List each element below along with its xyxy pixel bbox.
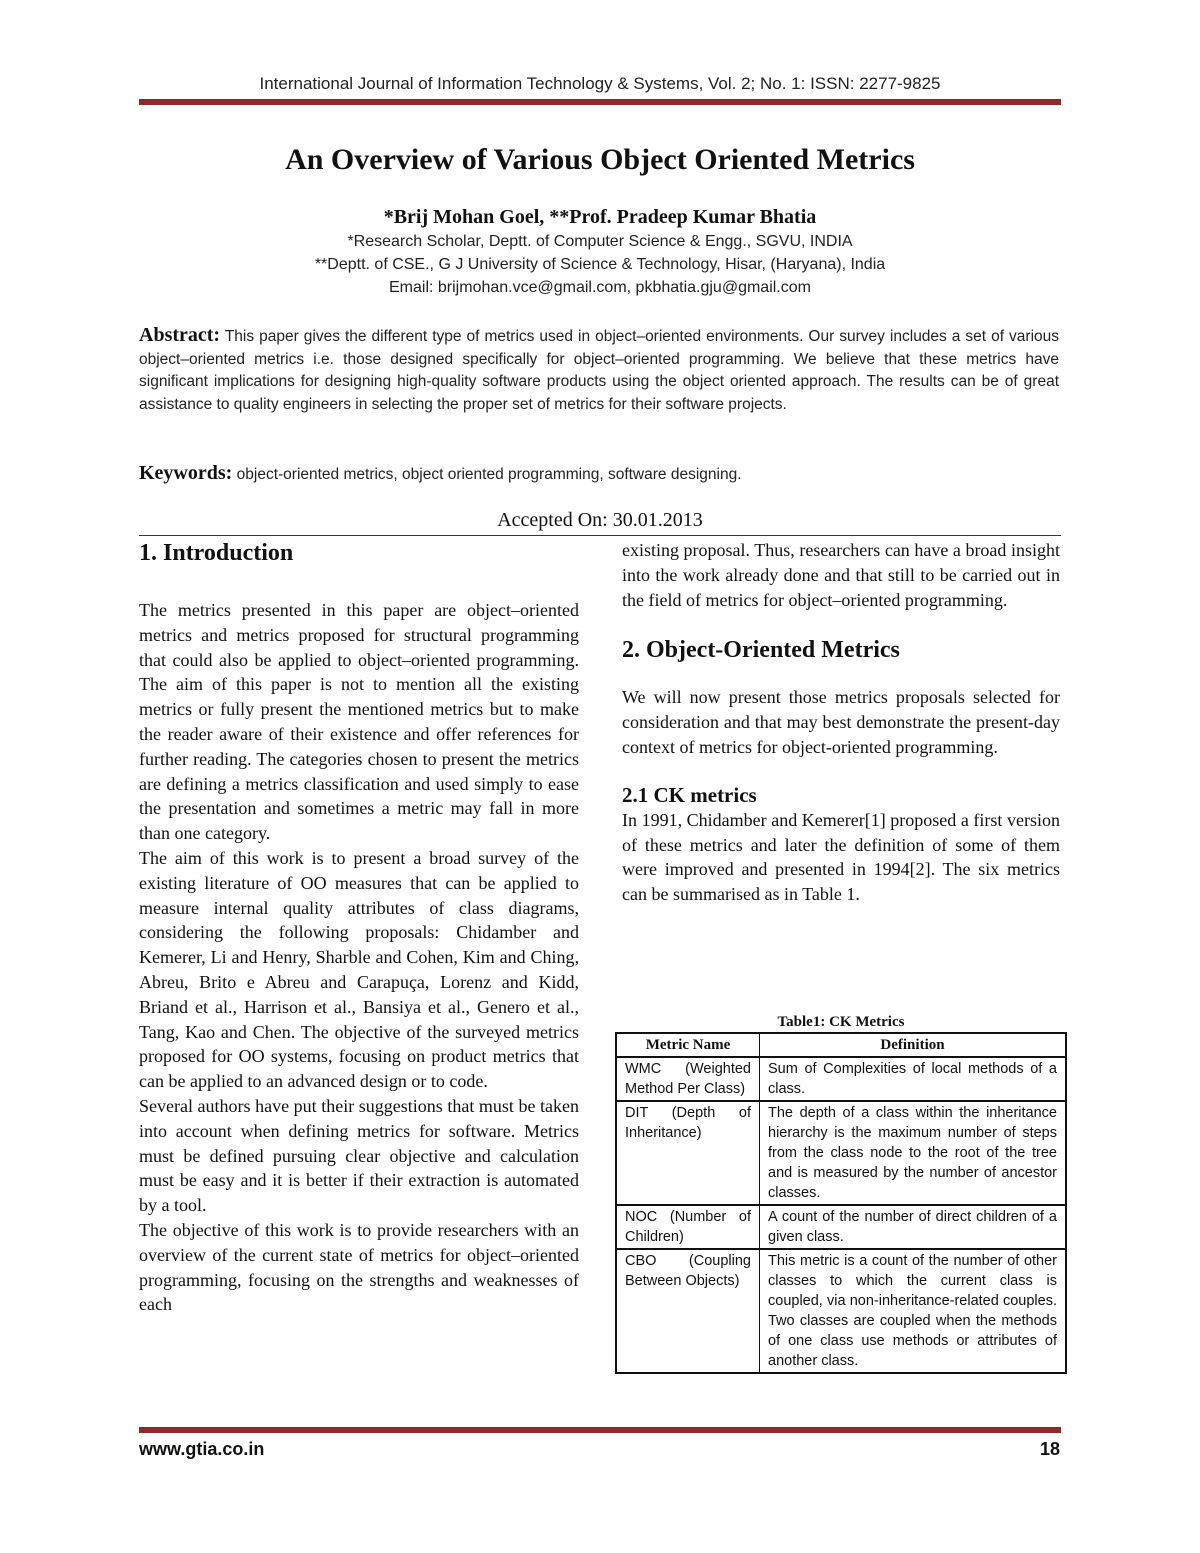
abstract: [139, 324, 1059, 416]
table-header: Metric Name: [616, 1033, 760, 1057]
ck-metrics-table: [615, 1032, 1067, 1374]
paper-title: An Overview of Various Object Oriented Metrics: [285, 143, 915, 176]
affiliation-1: *Research Scholar, Deptt. of Computer Science & Engg., SGVU, INDIA: [347, 233, 853, 250]
left-column: [139, 538, 579, 1317]
paragraph: The metrics presented in this paper are object–oriented metrics and metrics proposed for structural programming that could also be applied to object–oriented programming. The aim of this paper is not to mention all the existing metrics or fully present the mentioned metrics but to make the reader aware of their existence and offer references for further reading. The categories chosen to present the metrics are defining a metrics classification and used simply to ease the presentation and sometimes a metric may fall in more than one category.: [139, 600, 579, 844]
metric-name: DIT (Depth of Inheritance): [616, 1101, 760, 1205]
right-column: [622, 538, 1060, 907]
metric-definition: This metric is a count of the number of other classes to which the current class is coupled, via non-inheritance-related couples. Two classes are coupled when the methods of one class use methods or attributes of another class.: [760, 1249, 1067, 1373]
journal-header: International Journal of Information Technology & Systems, Vol. 2; No. 1: ISSN: 2277-9825: [259, 74, 941, 93]
metric-definition: Sum of Complexities of local methods of a class.: [760, 1057, 1067, 1101]
paragraph: existing proposal. Thus, researchers can have a broad insight into the work already done and that still to be carried out in the field of metrics for object–oriented programming.: [622, 540, 1060, 610]
affiliation-2: **Deptt. of CSE., G J University of Science & Technology, Hisar, (Haryana), India: [314, 256, 886, 273]
table-row: [616, 1205, 1066, 1249]
metric-name: CBO (Coupling Between Objects): [616, 1249, 760, 1373]
page-number: 18: [1039, 1439, 1060, 1459]
accepted-date: Accepted On: 30.01.2013: [497, 509, 703, 531]
email: Email: brijmohan.vce@gmail.com, pkbhatia.gju@gmail.com: [389, 279, 811, 296]
metric-definition: A count of the number of direct children of a given class.: [760, 1205, 1067, 1249]
footer-rule: [139, 1427, 1061, 1433]
authors: *Brij Mohan Goel, **Prof. Pradeep Kumar Bhatia: [383, 206, 817, 228]
paragraph: We will now present those metrics proposals selected for consideration and that may best demonstrate the present-day context of metrics for object-oriented programming.: [622, 687, 1060, 757]
paragraph: The aim of this work is to present a broad survey of the existing literature of OO measures that can be applied to measure internal quality attributes of class diagrams, considering the following proposals: Chidamber and Kemerer, Li and Henry, Sharble and Cohen, Kim and Ching, Abreu, Brito e Abreu and Carapuça, Lorenz and Kidd, Briand et al., Harrison et al., Bansiya et al., Genero et al., Tang, Kao and Chen. The objective of the surveyed metrics proposed for OO systems, focusing on product metrics that can be applied to an advanced design or to code.: [139, 847, 579, 1092]
metric-definition: The depth of a class within the inheritance hierarchy is the maximum number of steps from the class node to the root of the tree and is measured by the number of ancestor classes.: [760, 1101, 1067, 1205]
section-heading-introduction: 1. Introduction: [139, 540, 294, 566]
paragraph: Several authors have put their suggestions that must be taken into account when defining metrics for software. Metrics must be defined pursuing clear objective and calculation must be easy and it is better if their extraction is automated by a tool.: [139, 1095, 579, 1216]
metric-name: WMC (Weighted Method Per Class): [616, 1057, 760, 1101]
paragraph: The objective of this work is to provide researchers with an overview of the current state of metrics for object–oriented programming, focusing on the strengths and weaknesses of each: [139, 1219, 579, 1315]
table-header: Definition: [760, 1033, 1067, 1057]
table-row: [616, 1057, 1066, 1101]
keywords-label: Keywords:: [139, 462, 233, 484]
table-caption: Table1: CK Metrics: [777, 1014, 905, 1030]
footer-url: www.gtia.co.in: [139, 1439, 265, 1459]
paragraph: In 1991, Chidamber and Kemerer[1] proposed a first version of these metrics and later the definition of some of them were improved and presented in 1994[2]. The six metrics can be summarised as in Table 1.: [622, 809, 1060, 905]
keywords: [139, 462, 1059, 485]
table-row: [616, 1249, 1066, 1373]
section-divider: [139, 535, 1061, 536]
abstract-label: Abstract:: [139, 324, 221, 346]
header-rule: [139, 99, 1061, 105]
metric-name: NOC (Number of Children): [616, 1205, 760, 1249]
table-row: [616, 1101, 1066, 1205]
abstract-text: This paper gives the different type of metrics used in object–oriented environments. Our survey includes a set of various object–oriented metrics i.e. those designed specifically for object–oriented programming. We believe that these metrics have significant implications for designing high-quality software products using the object oriented approach. The results can be of great assistance to quality engineers in selecting the proper set of metrics for their software projects.: [139, 328, 1060, 413]
keywords-text: object-oriented metrics, object oriented programming, software designing.: [236, 466, 742, 483]
section-heading-oo-metrics: 2. Object-Oriented Metrics: [622, 637, 900, 664]
subsection-heading-ck-metrics: 2.1 CK metrics: [622, 782, 757, 807]
